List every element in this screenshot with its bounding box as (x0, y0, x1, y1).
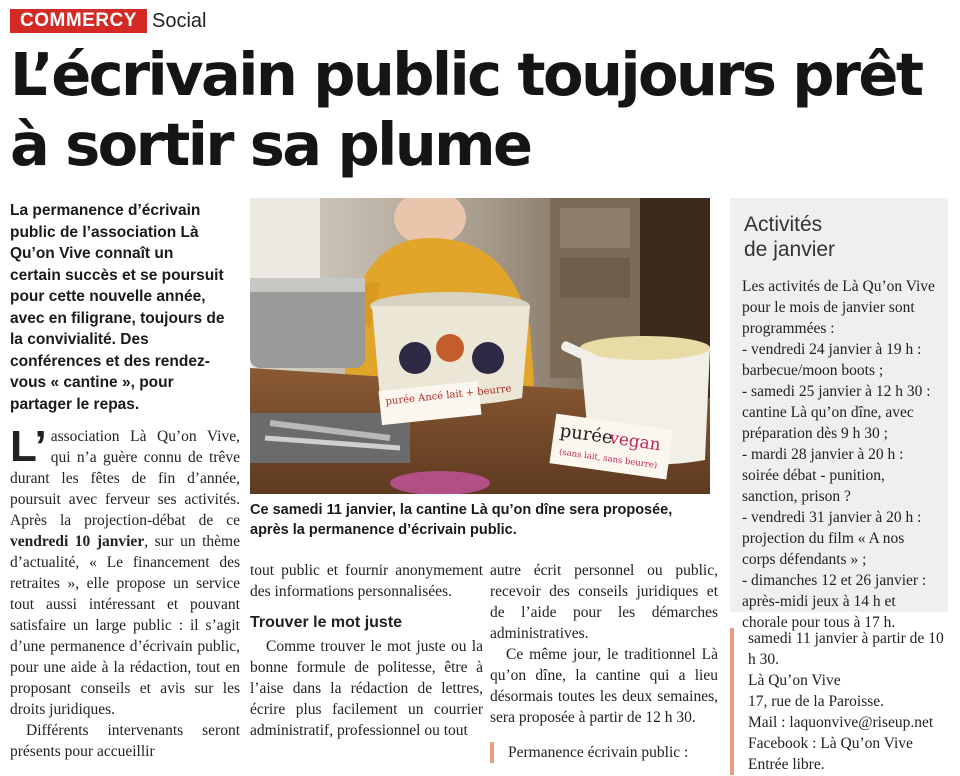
sidebar-item: - dimanches 12 et 26 janvier : après-midi jeux à 14 h et chorale pour tous à 17 h. (742, 572, 927, 631)
photo-sign-left: purée Ancé lait + beurre (385, 383, 512, 408)
col3-paragraph-2: Ce même jour, le traditionnel Là qu’on dîne, la cantine qui a lieu désormais toutes les deux semaines, sera proposée à partir de 12 h 30. (490, 646, 718, 726)
article-column-1 (10, 422, 240, 762)
headline: L’écrivain public toujours prêt à sortir sa plume (10, 40, 922, 179)
photo-sign-right-c: (sans lait, sans beurre) (558, 447, 658, 472)
col2-paragraph-2: Comme trouver le mot juste ou la bonne formule de politesse, être à l’aise dans la rédaction de lettres, écrire plus facilement un courrier administratif, professionnel ou tout (250, 638, 483, 739)
drop-cap: L’ (10, 422, 47, 471)
section-tag: COMMERCY (10, 9, 147, 33)
sidebar-item: - vendredi 31 janvier à 20 h : projection du film « A nos corps défendants » ; (742, 509, 922, 568)
col1-text-b: , sur un thème d’actualité, « Le financement des retraites », elle propose un service tout aussi intéressant et pouvant satisfaire un large public : il s’agit d’une permanence d’écrivain public, pour une aide à la rédaction, tout en proposant conseils et avis sur les droits juridiques. (10, 533, 240, 718)
col1-bold-date: vendredi 10 janvier (10, 533, 145, 550)
practical-info (730, 628, 948, 775)
info-line: 17, rue de la Paroisse. (748, 693, 885, 710)
col3-paragraph-1: autre écrit personnel ou public, recevoir des conseils juridiques et de l’aide pour les démarches administratives. (490, 562, 718, 642)
rubric-label: Social (152, 10, 207, 32)
sidebar-item: - vendredi 24 janvier à 19 h : barbecue/moon boots ; (742, 341, 922, 379)
photo-caption: Ce samedi 11 janvier, la cantine Là qu’on dîne sera proposée, après la permanence d’écrivain public. (250, 502, 673, 538)
sidebar-item: - mardi 28 janvier à 20 h : soirée débat - punition, sanction, prison ? (742, 446, 904, 505)
sidebar-title: Activités de janvier (744, 213, 836, 261)
subheading: Trouver le mot juste (250, 614, 403, 631)
col2-paragraph-1: tout public et fournir anonymement des informations personnalisées. (250, 562, 483, 600)
article-column-2 (250, 560, 483, 741)
lead-paragraph: La permanence d’écrivain public de l’association Là Qu’on Vive connaît un certain succès et se poursuit pour cette nouvelle année, avec en filigrane, toujours de la convivialité. Des conférences et des rendez-vous « cantine », pour partager le repas. (10, 202, 225, 413)
info-line: Entrée libre. (748, 756, 825, 773)
article-column-3 (490, 560, 718, 728)
info-line: Là Qu’on Vive (748, 672, 841, 689)
sidebar-intro: Les activités de Là Qu’on Vive pour le mois de janvier sont programmées : (742, 278, 935, 337)
photo-sign-right-b: vegan (608, 428, 662, 456)
sidebar-box (730, 198, 948, 631)
sidebar-item: - samedi 25 janvier à 12 h 30 : cantine Là qu’on dîne, avec préparation dès 9 h 30 ; (742, 383, 931, 442)
info-line: samedi 11 janvier à partir de 10 h 30. (748, 630, 944, 668)
photo-sign-right-a: purée (558, 420, 614, 449)
col1-text-a: association Là Qu’on Vive, qui n’a guère connu de trêve durant les fêtes de fin d’année, poursuit avec ferveur ses activités. Après la projection-débat de ce (10, 428, 240, 529)
col1-paragraph-2: Différents intervenants seront présents pour accueillir (10, 722, 240, 760)
article-photo (250, 198, 710, 494)
info-line-facebook: Facebook : Là Qu’on Vive (748, 735, 913, 752)
info-line-mail: Mail : laquonvive@riseup.net (748, 714, 934, 731)
permanence-label: Permanence écrivain public : (490, 742, 718, 763)
sidebar-body (742, 276, 938, 633)
kitchen-scene-illustration (250, 198, 710, 494)
